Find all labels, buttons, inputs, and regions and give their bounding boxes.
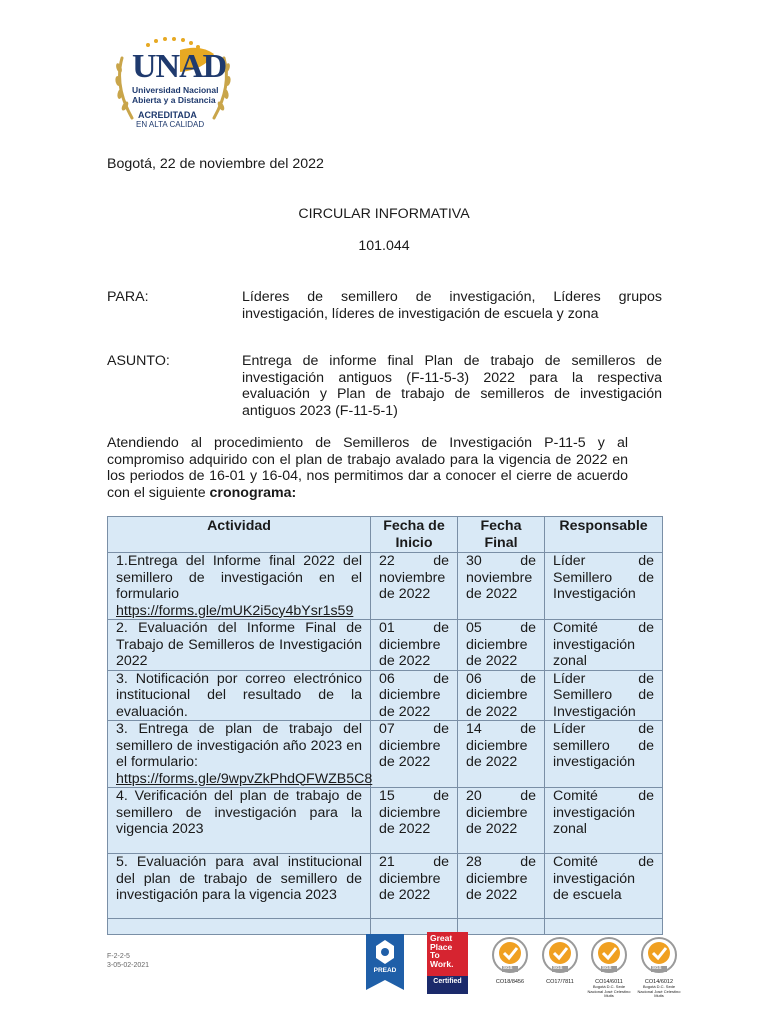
table-row <box>108 721 663 788</box>
sgs-code: CO17/7811 <box>546 979 574 985</box>
sgs-badge-4 <box>636 936 682 1006</box>
letter-date: Bogotá, 22 de noviembre del 2022 <box>107 156 324 172</box>
sgs-code: CO18/8456 <box>495 979 525 985</box>
asunto-text: Entrega de informe final Plan de trabajo de semilleros de investigación antiguos (F-11-5-3) 2022 para la respectiva evaluación y Plan de trabajo de semilleros de investigación antiguos 2023 (F-11-5-1) <box>242 353 662 419</box>
header-activity: Actividad <box>108 517 371 553</box>
logo-wordmark: UNAD <box>132 48 227 85</box>
activity-cell: 3. Notificación por correo electrónico institucional del resultado de la evaluación. <box>108 670 371 721</box>
gptw-line4: Work. <box>430 958 454 969</box>
end-cell: 20 de diciembre de 2022 <box>458 788 545 854</box>
table-row <box>108 670 663 721</box>
table-row-empty <box>108 919 663 935</box>
circular-number: 101.044 <box>358 238 410 254</box>
logo-line2: Abierta y a Distancia <box>132 94 216 105</box>
sgs-badge-1 <box>487 936 533 990</box>
table-row <box>108 553 663 620</box>
table-row <box>108 854 663 919</box>
intro-paragraph <box>107 435 628 501</box>
responsible-cell: Comité de investigación de escuela <box>545 854 663 919</box>
activity-text: 3. Entrega de plan de trabajo del semillero de investigación año 2023 en el formulario: <box>116 721 362 770</box>
activity-cell: 5. Evaluación para aval institucional del plan de trabajo de semillero de investigación para la vigencia 2023 <box>108 854 371 919</box>
page-title: CIRCULAR INFORMATIVA <box>298 206 470 222</box>
responsible-cell: Líder de Semillero de Investigación <box>545 670 663 721</box>
logo-accreditation: ACREDITADA <box>138 110 197 120</box>
table-row <box>108 620 663 671</box>
activity-cell: 2. Evaluación del Informe Final de Trabajo de Semilleros de Investigación 2022 <box>108 620 371 671</box>
header-start: Fecha de Inicio <box>371 517 458 553</box>
logo-accreditation-sub: EN ALTA CALIDAD <box>136 120 205 129</box>
unad-logo <box>110 36 236 132</box>
sgs-badge-2 <box>537 936 583 990</box>
form-link[interactable]: https://forms.gle/mUK2i5cy4bYsr1s59 <box>116 602 354 619</box>
end-cell: 30 de noviembre de 2022 <box>458 553 545 620</box>
start-cell: 01 de diciembre de 2022 <box>371 620 458 671</box>
activity-cell <box>108 721 371 788</box>
header-responsible: Responsable <box>545 517 663 553</box>
start-cell: 22 de noviembre de 2022 <box>371 553 458 620</box>
sgs-label: SGS <box>503 965 513 970</box>
gptw-badge <box>427 932 468 994</box>
gptw-line3: To <box>430 950 440 960</box>
responsible-cell: Comité de investigación zonal <box>545 788 663 854</box>
pread-badge <box>366 934 404 990</box>
intro-bold: cronograma: <box>209 484 297 501</box>
pread-label: PREAD <box>373 967 397 974</box>
sgs-code: CO14/6011 <box>595 979 623 985</box>
pread-ribbon-icon <box>366 934 404 990</box>
sgs-badge-3 <box>586 936 632 1006</box>
document-code <box>107 952 149 970</box>
empty-cell <box>458 919 545 935</box>
empty-cell <box>545 919 663 935</box>
end-cell: 28 de diciembre de 2022 <box>458 854 545 919</box>
schedule-table <box>107 516 663 935</box>
end-cell: 14 de diciembre de 2022 <box>458 721 545 788</box>
intro-text: Atendiendo al procedimiento de Semilleros de Investigación P-11-5 y al compromiso adquirido con el plan de trabajo avalado para la vigencia de 2022 en los periodos de 16-01 y 16-04, nos permitimos dar a conocer el cierre de acuerdo con el siguiente <box>107 435 628 501</box>
gptw-line2: Place <box>430 941 453 952</box>
header-end: Fecha Final <box>458 517 545 553</box>
sgs-caption: Bogotá D.C. Sede Nacional José Celestino Mutis <box>637 984 681 998</box>
gptw-line1: Great <box>430 933 453 943</box>
end-cell: 06 de diciembre de 2022 <box>458 670 545 721</box>
activity-cell <box>108 553 371 620</box>
table-row <box>108 788 663 854</box>
start-cell: 07 de diciembre de 2022 <box>371 721 458 788</box>
gptw-certified: Certified <box>427 976 468 994</box>
activity-cell: 4. Verificación del plan de trabajo de semillero de investigación para la vigencia 2023 <box>108 788 371 854</box>
responsible-cell: Comité de investigación zonal <box>545 620 663 671</box>
sgs-caption: Bogotá D.C. Sede Nacional José Celestino Mutis <box>587 984 631 998</box>
logo-line1: Universidad Nacional <box>132 85 219 95</box>
asunto-label: ASUNTO: <box>107 353 170 369</box>
responsible-cell: Líder de semillero de investigación <box>545 721 663 788</box>
table-header-row <box>108 517 663 553</box>
activity-text: 1.Entrega del Informe final 2022 del semillero de investigación en el formulario <box>116 553 362 602</box>
sgs-label: SGS <box>652 965 662 970</box>
sgs-label: SGS <box>553 965 563 970</box>
empty-cell <box>108 919 371 935</box>
end-cell: 05 de diciembre de 2022 <box>458 620 545 671</box>
sgs-code: CO14/6012 <box>644 979 674 985</box>
form-link[interactable]: https://forms.gle/9wpvZkPhdQFWZB5C8 <box>116 770 373 787</box>
start-cell: 15 de diciembre de 2022 <box>371 788 458 854</box>
para-text: Líderes de semillero de investigación, Líderes grupos investigación, líderes de investigación de escuela y zona <box>242 289 662 322</box>
responsible-cell: Líder de Semillero de Investigación <box>545 553 663 620</box>
sgs-label: SGS <box>602 965 612 970</box>
start-cell: 21 de diciembre de 2022 <box>371 854 458 919</box>
form-code: F-2-2-5 <box>107 953 130 960</box>
start-cell: 06 de diciembre de 2022 <box>371 670 458 721</box>
form-version: 3-05-02-2021 <box>107 962 150 969</box>
para-label: PARA: <box>107 289 149 305</box>
